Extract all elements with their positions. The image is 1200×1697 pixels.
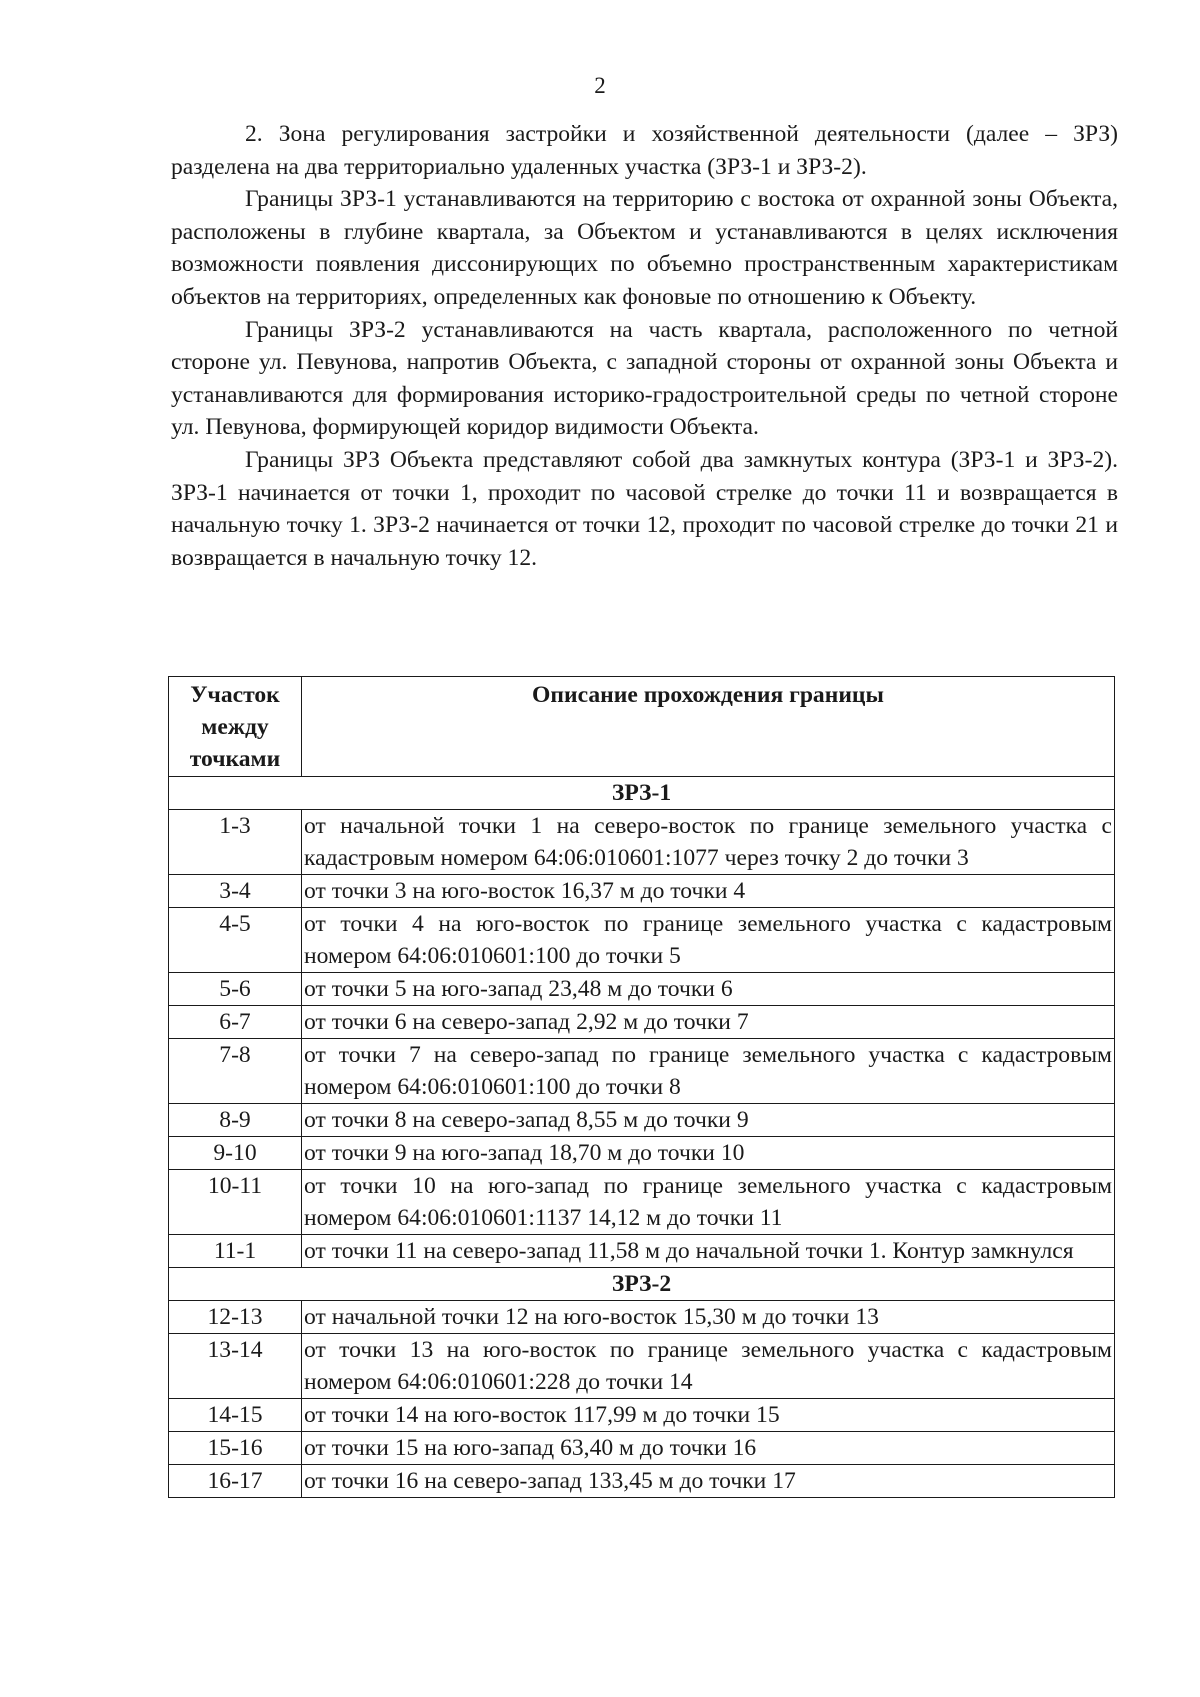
description-cell: от точки 9 на юго-запад 18,70 м до точки 10 <box>302 1137 1115 1170</box>
description-cell: от начальной точки 12 на юго-восток 15,30 м до точки 13 <box>302 1301 1115 1334</box>
segment-cell: 3-4 <box>169 875 302 908</box>
segment-cell: 1-3 <box>169 810 302 875</box>
description-cell: от точки 16 на северо-запад 133,45 м до точки 17 <box>302 1465 1115 1498</box>
segment-cell: 12-13 <box>169 1301 302 1334</box>
segment-cell: 8-9 <box>169 1104 302 1137</box>
segment-cell: 13-14 <box>169 1334 302 1399</box>
description-cell: от начальной точки 1 на северо-восток по границе земельного участка с кадастровым номером 64:06:010601:1077 через точку 2 до точки 3 <box>302 810 1115 875</box>
zone-title: ЗРЗ-2 <box>169 1268 1115 1301</box>
description-cell: от точки 11 на северо-запад 11,58 м до начальной точки 1. Контур замкнулся <box>302 1235 1115 1268</box>
description-cell: от точки 4 на юго-восток по границе земельного участка с кадастровым номером 64:06:010601:100 до точки 5 <box>302 908 1115 973</box>
description-cell: от точки 7 на северо-запад по границе земельного участка с кадастровым номером 64:06:010601:100 до точки 8 <box>302 1039 1115 1104</box>
paragraph: Границы ЗРЗ-1 устанавливаются на территорию с востока от охранной зоны Объекта, расположены в глубине квартала, за Объектом и устанавливаются в целях исключения возможности появления диссонирующих по объемно пространственным характеристикам объектов на территориях, определенных как фоновые по отношению к Объекту. <box>171 186 1118 310</box>
page-number: 2 <box>594 73 606 98</box>
segment-cell: 7-8 <box>169 1039 302 1104</box>
segment-cell: 4-5 <box>169 908 302 973</box>
paragraph: Границы ЗРЗ Объекта представляют собой два замкнутых контура (ЗРЗ-1 и ЗРЗ-2). ЗРЗ-1 начинается от точки 1, проходит по часовой стрелке до точки 11 и возвращается в начальную точку 1. ЗРЗ-2 начинается от точки 12, проходит по часовой стрелке до точки 21 и возвращается в начальную точку 12. <box>171 446 1118 571</box>
paragraph: 2. Зона регулирования застройки и хозяйственной деятельности (далее – ЗРЗ) разделена на два территориально удаленных участка (ЗРЗ-1 и ЗРЗ-2). <box>171 121 1118 180</box>
table-row <box>169 1399 1115 1432</box>
table-row <box>169 908 1115 973</box>
segment-cell: 16-17 <box>169 1465 302 1498</box>
table-row <box>169 1039 1115 1104</box>
zone-row <box>169 777 1115 810</box>
segment-cell: 5-6 <box>169 973 302 1006</box>
description-cell: от точки 5 на юго-запад 23,48 м до точки 6 <box>302 973 1115 1006</box>
table-row <box>169 875 1115 908</box>
table-row <box>169 973 1115 1006</box>
table-header-row <box>169 677 1115 777</box>
zone-title: ЗРЗ-1 <box>169 777 1115 810</box>
table-row <box>169 1235 1115 1268</box>
segment-cell: 11-1 <box>169 1235 302 1268</box>
table-row <box>169 1465 1115 1498</box>
description-cell: от точки 3 на юго-восток 16,37 м до точки 4 <box>302 875 1115 908</box>
body-text <box>171 118 1118 574</box>
table-body <box>169 777 1115 1498</box>
description-cell: от точки 14 на юго-восток 117,99 м до точки 15 <box>302 1399 1115 1432</box>
header-segment: Участок между точками <box>169 677 302 777</box>
header-description: Описание прохождения границы <box>302 677 1115 777</box>
segment-cell: 9-10 <box>169 1137 302 1170</box>
segment-cell: 10-11 <box>169 1170 302 1235</box>
zone-row <box>169 1268 1115 1301</box>
description-cell: от точки 13 на юго-восток по границе земельного участка с кадастровым номером 64:06:010601:228 до точки 14 <box>302 1334 1115 1399</box>
table-row <box>169 1301 1115 1334</box>
table-row <box>169 1006 1115 1039</box>
table-row <box>169 810 1115 875</box>
table-row <box>169 1137 1115 1170</box>
description-cell: от точки 10 на юго-запад по границе земельного участка с кадастровым номером 64:06:010601:1137 14,12 м до точки 11 <box>302 1170 1115 1235</box>
description-cell: от точки 6 на северо-запад 2,92 м до точки 7 <box>302 1006 1115 1039</box>
description-cell: от точки 8 на северо-запад 8,55 м до точки 9 <box>302 1104 1115 1137</box>
segment-cell: 14-15 <box>169 1399 302 1432</box>
boundary-table <box>168 676 1115 1498</box>
table-row <box>169 1334 1115 1399</box>
segment-cell: 15-16 <box>169 1432 302 1465</box>
table-row <box>169 1104 1115 1137</box>
table-row <box>169 1432 1115 1465</box>
table-row <box>169 1170 1115 1235</box>
description-cell: от точки 15 на юго-запад 63,40 м до точки 16 <box>302 1432 1115 1465</box>
paragraph: Границы ЗРЗ-2 устанавливаются на часть квартала, расположенного по четной стороне ул. Певунова, напротив Объекта, с западной стороны от охранной зоны Объекта и устанавливаются для формирования историко-градостроительной среды по четной стороне ул. Певунова, формирующей коридор видимости Объекта. <box>171 316 1118 441</box>
segment-cell: 6-7 <box>169 1006 302 1039</box>
